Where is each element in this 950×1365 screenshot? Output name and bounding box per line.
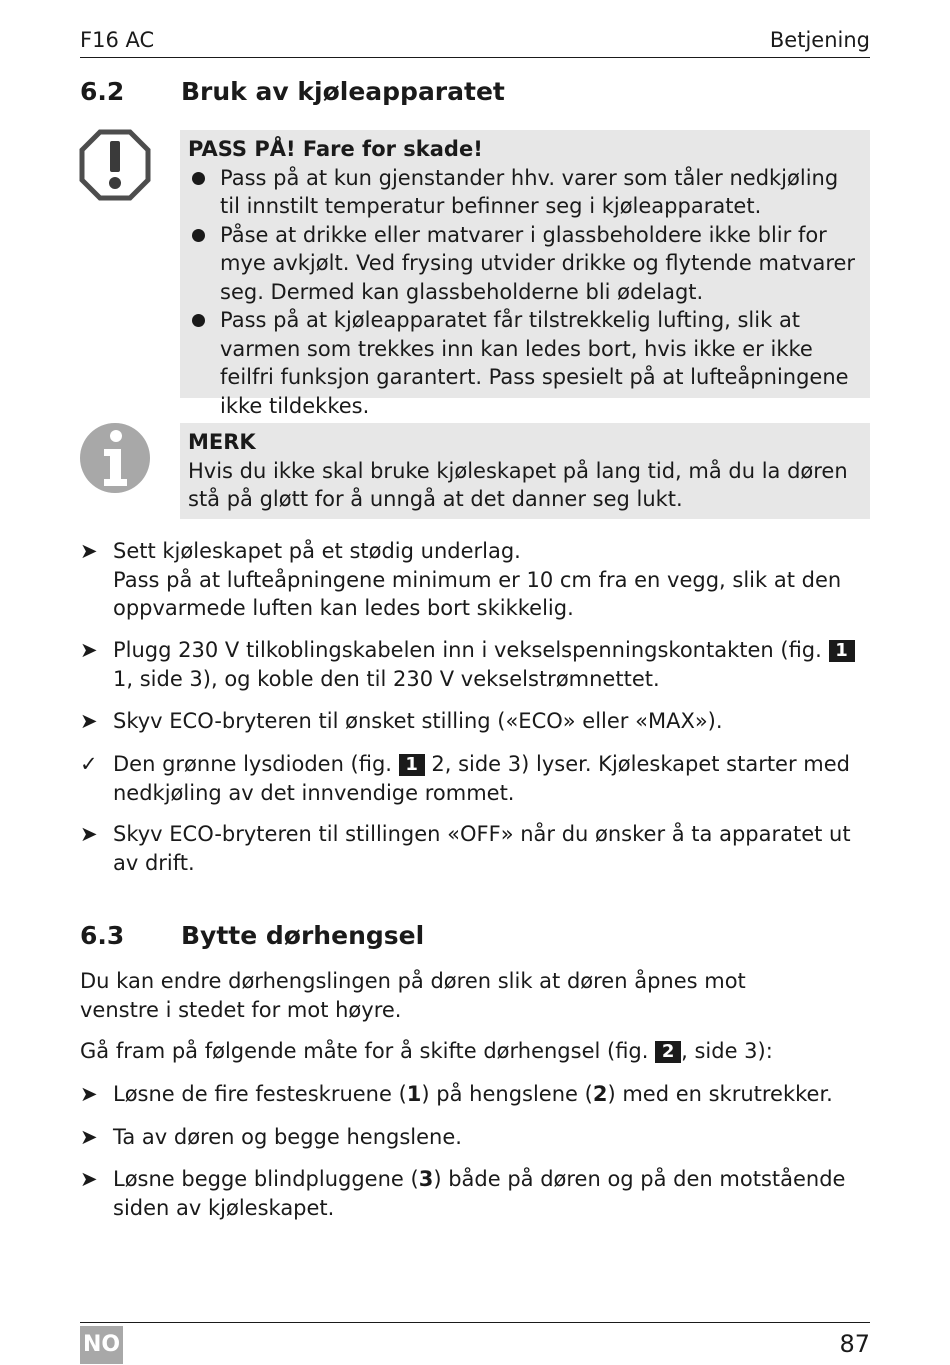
list-item: Pass på at kun gjenstander hhv. varer som tåler nedkjøling til innstilt temperatur befinner seg i kjøleapparatet. — [188, 164, 862, 221]
chapter-title: Betjening — [769, 28, 870, 52]
section-title: Bytte dørhengsel — [181, 921, 425, 950]
arrow-icon: ➤ — [80, 822, 98, 846]
result-item: ✓ Den grønne lysdioden (fig. 1 2, side 3) lyser. Kjøleskapet starter med nedkjøling av det innvendige rommet. — [80, 752, 850, 805]
exclamation-octagon-icon — [79, 129, 151, 201]
section-number: 6.2 — [80, 77, 125, 106]
figure-reference: 2 — [655, 1041, 681, 1063]
list-item: Pass på at kjøleapparatet får tilstrekkelig lufting, slik at varmen som trekkes inn kan ledes bort, hvis ikke er ikke feilfri funksjon garantert. Pass spesielt på at lufteåpningene ikke tildekkes. — [188, 306, 862, 420]
section-number: 6.3 — [80, 921, 125, 950]
note-text: Hvis du ikke skal bruke kjøleskapet på lang tid, må du la døren stå på gløtt for å unngå at det danner seg lukt. — [188, 458, 848, 511]
arrow-icon: ➤ — [80, 1082, 98, 1106]
warning-box — [180, 130, 870, 418]
intro-paragraph: Du kan endre dørhengslingen på døren slik at døren åpnes mot venstre i stedet for mot høyre. — [80, 969, 746, 1022]
warning-title: PASS PÅ! Fare for skade! — [188, 137, 483, 161]
procedure-paragraph: Gå fram på følgende måte for å skifte dørhengsel (fig. 2 , side 3): — [80, 1039, 773, 1063]
warning-list — [188, 164, 862, 421]
language-badge: NO — [80, 1326, 123, 1364]
note-title: MERK — [188, 430, 256, 454]
arrow-icon: ➤ — [80, 1167, 98, 1191]
step-item: ➤ Sett kjøleskapet på et stødig underlag. Pass på at lufteåpningene minimum er 10 cm fra en vegg, slik at den oppvarmede luften kan ledes bort skikkelig. — [80, 539, 842, 620]
document-title: F16 AC — [80, 28, 155, 52]
figure-reference: 1 — [829, 640, 855, 662]
page-footer — [80, 1322, 870, 1364]
step-item: ➤ Plugg 230 V tilkoblingskabelen inn i vekselspenningskontakten (fig. 1 1, side 3), og koble den til 230 V vekselstrømnettet. — [80, 636, 870, 693]
section-title: Bruk av kjøleapparatet — [181, 77, 505, 106]
arrow-icon: ➤ — [80, 539, 98, 563]
bullet-icon — [192, 172, 205, 185]
page-number: 87 — [839, 1330, 870, 1358]
note-box — [180, 423, 870, 519]
figure-reference: 1 — [399, 754, 425, 776]
list-item: Påse at drikke eller matvarer i glassbeholdere ikke blir for mye avkjølt. Ved frysing utvider drikke og flytende matvarer seg. Dermed kan glassbeholderne bli ødelagt. — [188, 221, 862, 307]
arrow-icon: ➤ — [80, 709, 98, 733]
step-item: ➤ Løsne de fire festeskruene (1) på hengslene (2) med en skrutrekker. — [80, 1080, 870, 1109]
step-item: ➤ Ta av døren og begge hengslene. — [80, 1123, 870, 1152]
arrow-icon: ➤ — [80, 1125, 98, 1149]
step-item: ➤ Løsne begge blindpluggene (3) både på døren og på den motstående siden av kjøleskapet. — [80, 1167, 846, 1220]
arrow-icon: ➤ — [80, 638, 98, 662]
step-item: ➤ Skyv ECO-bryteren til ønsket stilling («ECO» eller «MAX»). — [80, 707, 870, 736]
bullet-icon — [192, 314, 205, 327]
info-circle-icon — [79, 422, 151, 494]
step-item: ➤ Skyv ECO-bryteren til stillingen «OFF» når du ønsker å ta apparatet ut av drift. — [80, 822, 851, 875]
checkmark-icon: ✓ — [80, 752, 98, 776]
page-header — [80, 26, 870, 58]
bullet-icon — [192, 229, 205, 242]
